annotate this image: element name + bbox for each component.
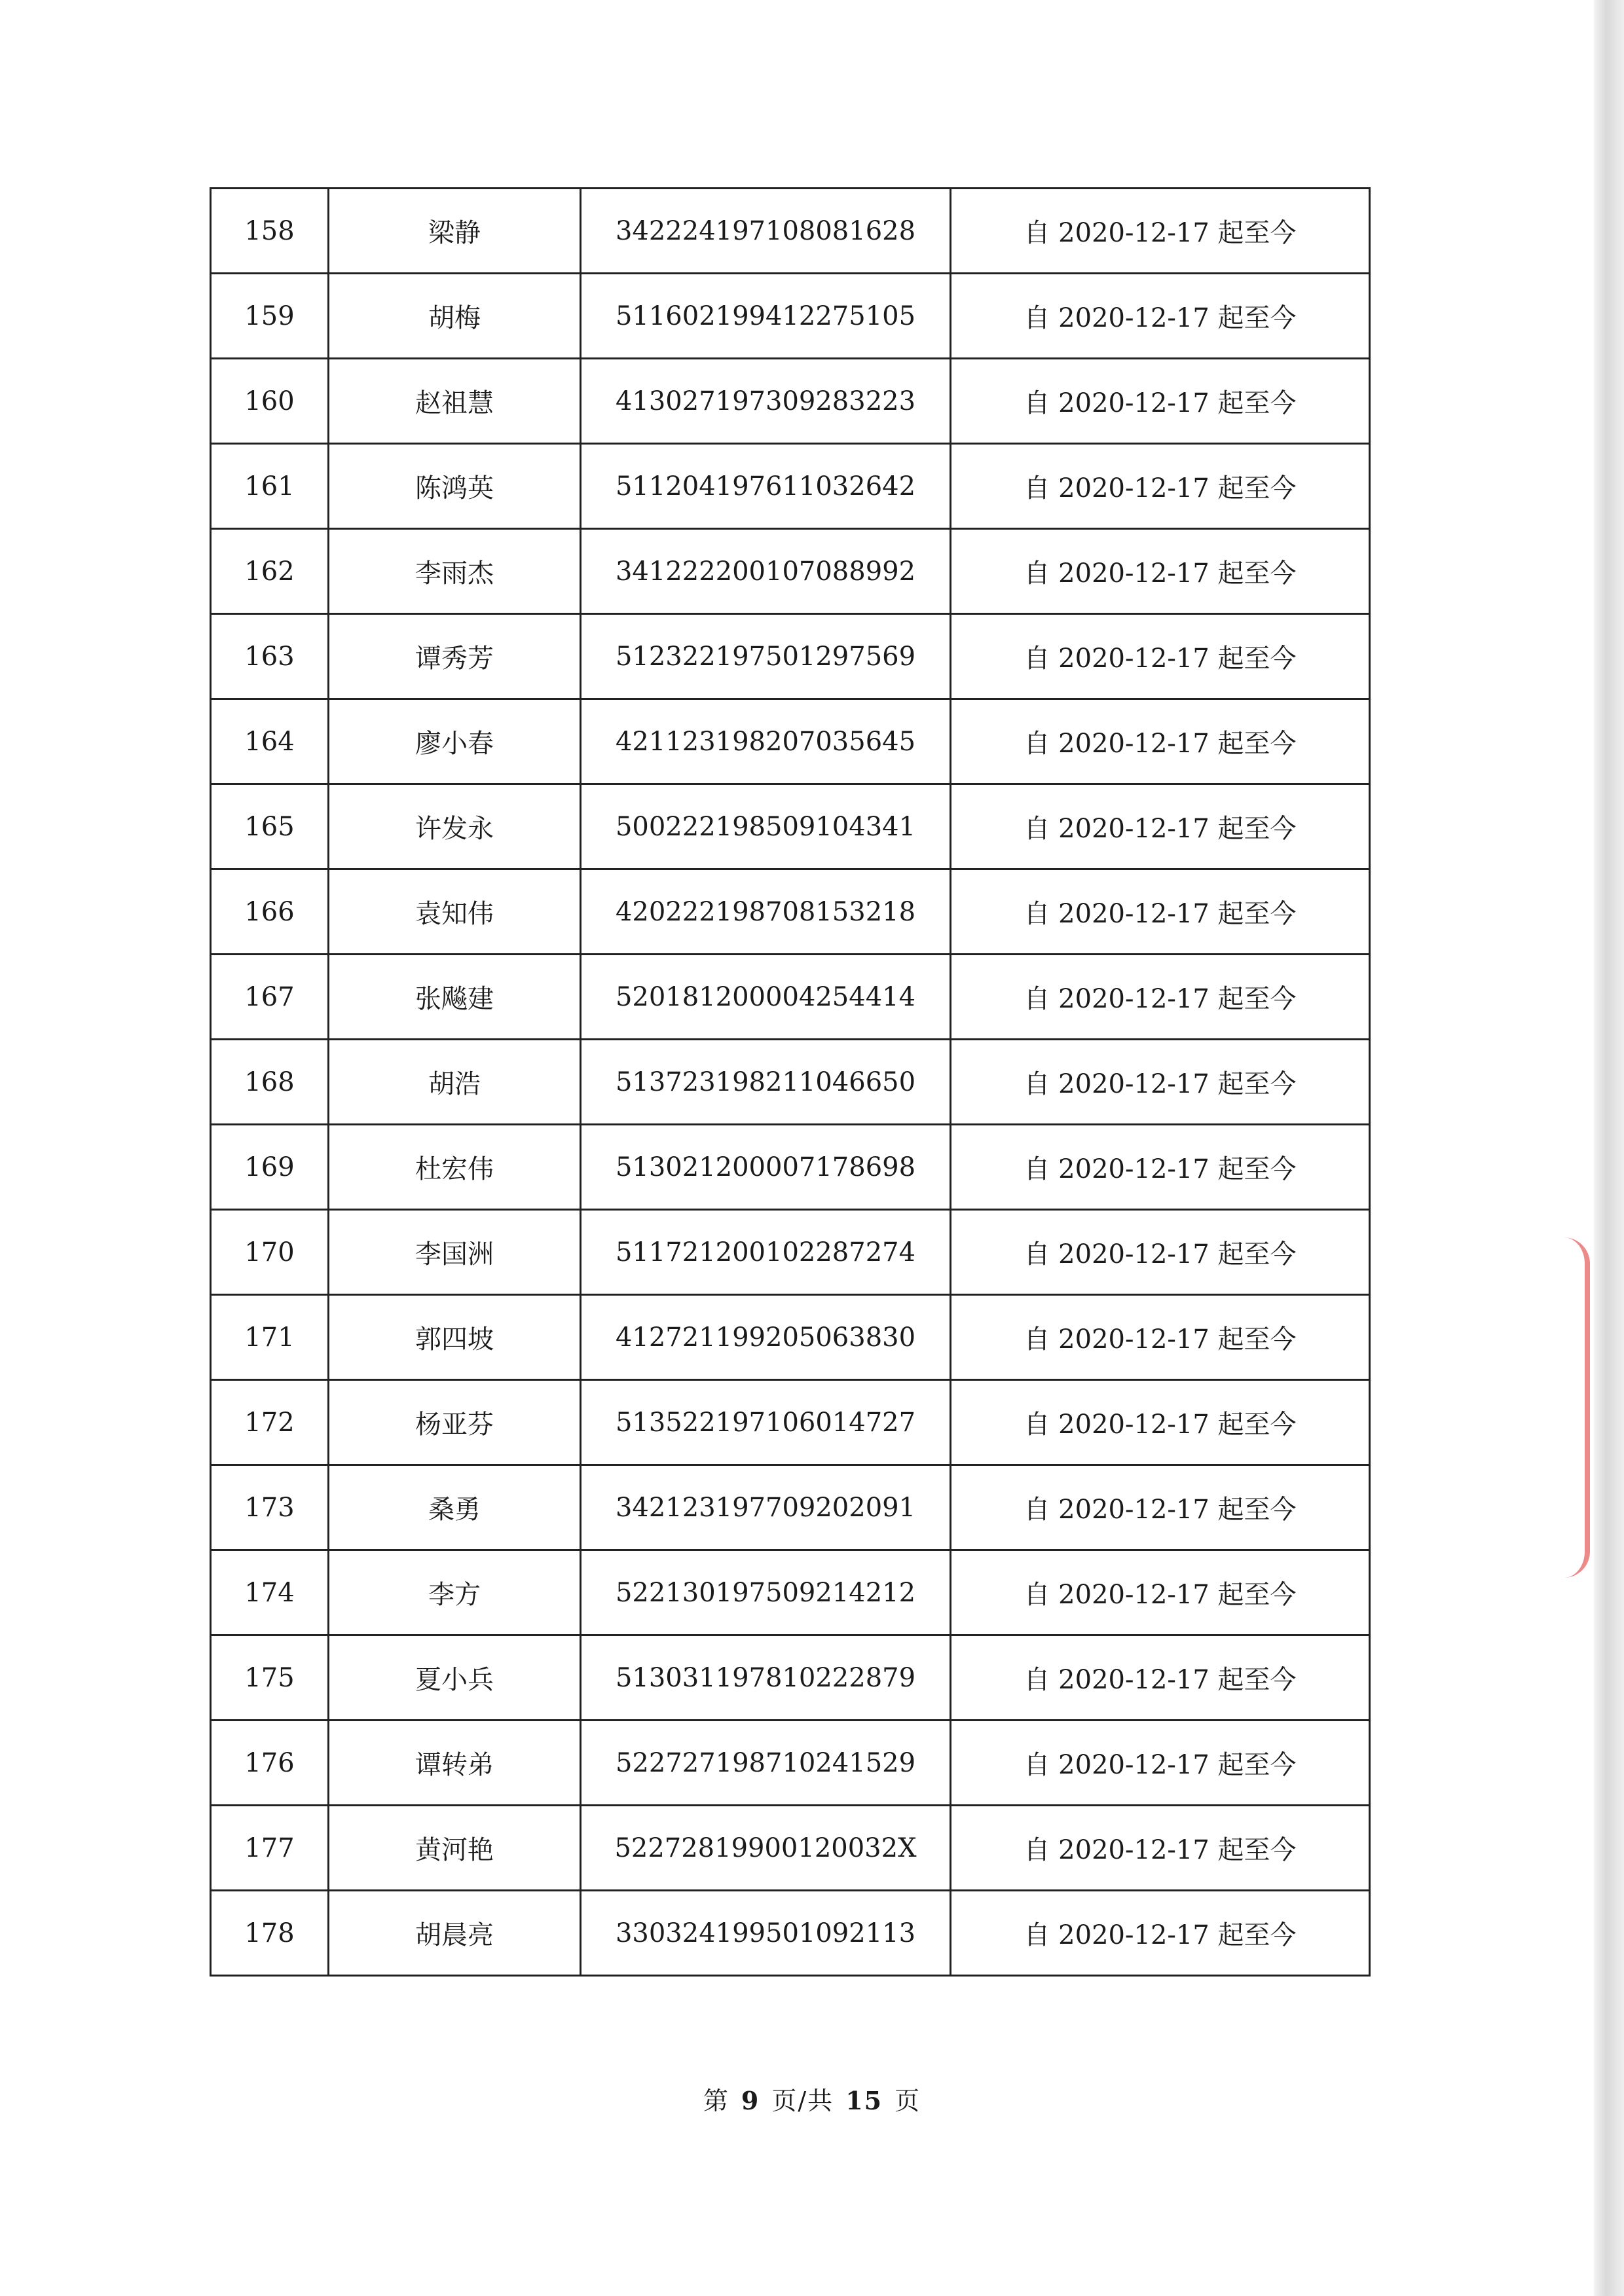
id-number: 511204197611032642 [581,444,951,529]
row-number: 169 [211,1125,329,1210]
row-number: 171 [211,1295,329,1380]
id-number: 341222200107088992 [581,529,951,614]
row-number: 178 [211,1891,329,1976]
row-number: 160 [211,359,329,444]
id-number: 513522197106014727 [581,1380,951,1465]
row-number: 176 [211,1721,329,1806]
table-row [211,359,1370,444]
id-number: 412721199205063830 [581,1295,951,1380]
id-number: 342224197108081628 [581,189,951,274]
table-row [211,1380,1370,1465]
page-footer [0,2081,1624,2117]
row-number: 164 [211,699,329,784]
person-name: 谭转弟 [329,1721,581,1806]
person-name: 李国洲 [329,1210,581,1295]
id-number: 520181200004254414 [581,955,951,1040]
person-name: 许发永 [329,784,581,869]
table-row [211,614,1370,699]
table-row [211,529,1370,614]
row-number: 173 [211,1465,329,1550]
id-number: 500222198509104341 [581,784,951,869]
person-name: 赵祖慧 [329,359,581,444]
row-number: 177 [211,1806,329,1891]
id-number: 511721200102287274 [581,1210,951,1295]
table-row [211,955,1370,1040]
id-number: 513723198211046650 [581,1040,951,1125]
table-row [211,444,1370,529]
table-row [211,1040,1370,1125]
period: 自 2020-12-17 起至今 [951,1635,1370,1721]
table-row [211,1806,1370,1891]
period: 自 2020-12-17 起至今 [951,189,1370,274]
page-middle: 页/共 [771,2086,834,2115]
table-row [211,1721,1370,1806]
period: 自 2020-12-17 起至今 [951,529,1370,614]
period: 自 2020-12-17 起至今 [951,1295,1370,1380]
person-name: 夏小兵 [329,1635,581,1721]
table-row [211,784,1370,869]
row-number: 167 [211,955,329,1040]
page-edge [1594,0,1624,2296]
row-number: 162 [211,529,329,614]
person-name: 陈鸿英 [329,444,581,529]
table-row [211,189,1370,274]
current-page-number: 9 [741,2086,760,2115]
table-row [211,699,1370,784]
row-number: 161 [211,444,329,529]
id-number: 513021200007178698 [581,1125,951,1210]
row-number: 166 [211,869,329,955]
id-number: 421123198207035645 [581,699,951,784]
roster-table [210,187,1371,1977]
period: 自 2020-12-17 起至今 [951,1125,1370,1210]
row-number: 170 [211,1210,329,1295]
roster-body [211,189,1370,1976]
roster-table-container [210,187,1369,1977]
period: 自 2020-12-17 起至今 [951,955,1370,1040]
period: 自 2020-12-17 起至今 [951,1806,1370,1891]
period: 自 2020-12-17 起至今 [951,699,1370,784]
period: 自 2020-12-17 起至今 [951,614,1370,699]
red-seal-stamp-fragment [1539,1237,1590,1578]
table-row [211,1891,1370,1976]
table-row [211,274,1370,359]
period: 自 2020-12-17 起至今 [951,784,1370,869]
person-name: 廖小春 [329,699,581,784]
person-name: 桑勇 [329,1465,581,1550]
person-name: 杨亚芬 [329,1380,581,1465]
row-number: 163 [211,614,329,699]
table-row [211,1635,1370,1721]
person-name: 杜宏伟 [329,1125,581,1210]
person-name: 郭四坡 [329,1295,581,1380]
id-number: 342123197709202091 [581,1465,951,1550]
table-row [211,1295,1370,1380]
id-number: 511602199412275105 [581,274,951,359]
table-row [211,1125,1370,1210]
page-prefix: 第 [703,2086,729,2115]
person-name: 李雨杰 [329,529,581,614]
row-number: 168 [211,1040,329,1125]
period: 自 2020-12-17 起至今 [951,1721,1370,1806]
period: 自 2020-12-17 起至今 [951,1040,1370,1125]
person-name: 谭秀芳 [329,614,581,699]
period: 自 2020-12-17 起至今 [951,444,1370,529]
table-row [211,1465,1370,1550]
person-name: 张飚建 [329,955,581,1040]
id-number: 413027197309283223 [581,359,951,444]
person-name: 胡晨亮 [329,1891,581,1976]
id-number: 420222198708153218 [581,869,951,955]
person-name: 胡浩 [329,1040,581,1125]
person-name: 胡梅 [329,274,581,359]
id-number: 522727198710241529 [581,1721,951,1806]
period: 自 2020-12-17 起至今 [951,359,1370,444]
period: 自 2020-12-17 起至今 [951,1465,1370,1550]
row-number: 172 [211,1380,329,1465]
person-name: 黄河艳 [329,1806,581,1891]
row-number: 158 [211,189,329,274]
id-number: 522130197509214212 [581,1550,951,1635]
period: 自 2020-12-17 起至今 [951,1550,1370,1635]
table-row [211,869,1370,955]
row-number: 165 [211,784,329,869]
person-name: 李方 [329,1550,581,1635]
period: 自 2020-12-17 起至今 [951,1891,1370,1976]
id-number: 513031197810222879 [581,1635,951,1721]
id-number: 512322197501297569 [581,614,951,699]
period: 自 2020-12-17 起至今 [951,1380,1370,1465]
row-number: 175 [211,1635,329,1721]
row-number: 159 [211,274,329,359]
page-suffix: 页 [895,2086,921,2115]
person-name: 袁知伟 [329,869,581,955]
table-row [211,1550,1370,1635]
table-row [211,1210,1370,1295]
total-pages-number: 15 [845,2086,883,2115]
period: 自 2020-12-17 起至今 [951,869,1370,955]
id-number: 330324199501092113 [581,1891,951,1976]
person-name: 梁静 [329,189,581,274]
row-number: 174 [211,1550,329,1635]
period: 自 2020-12-17 起至今 [951,274,1370,359]
id-number: 52272819900120032X [581,1806,951,1891]
period: 自 2020-12-17 起至今 [951,1210,1370,1295]
